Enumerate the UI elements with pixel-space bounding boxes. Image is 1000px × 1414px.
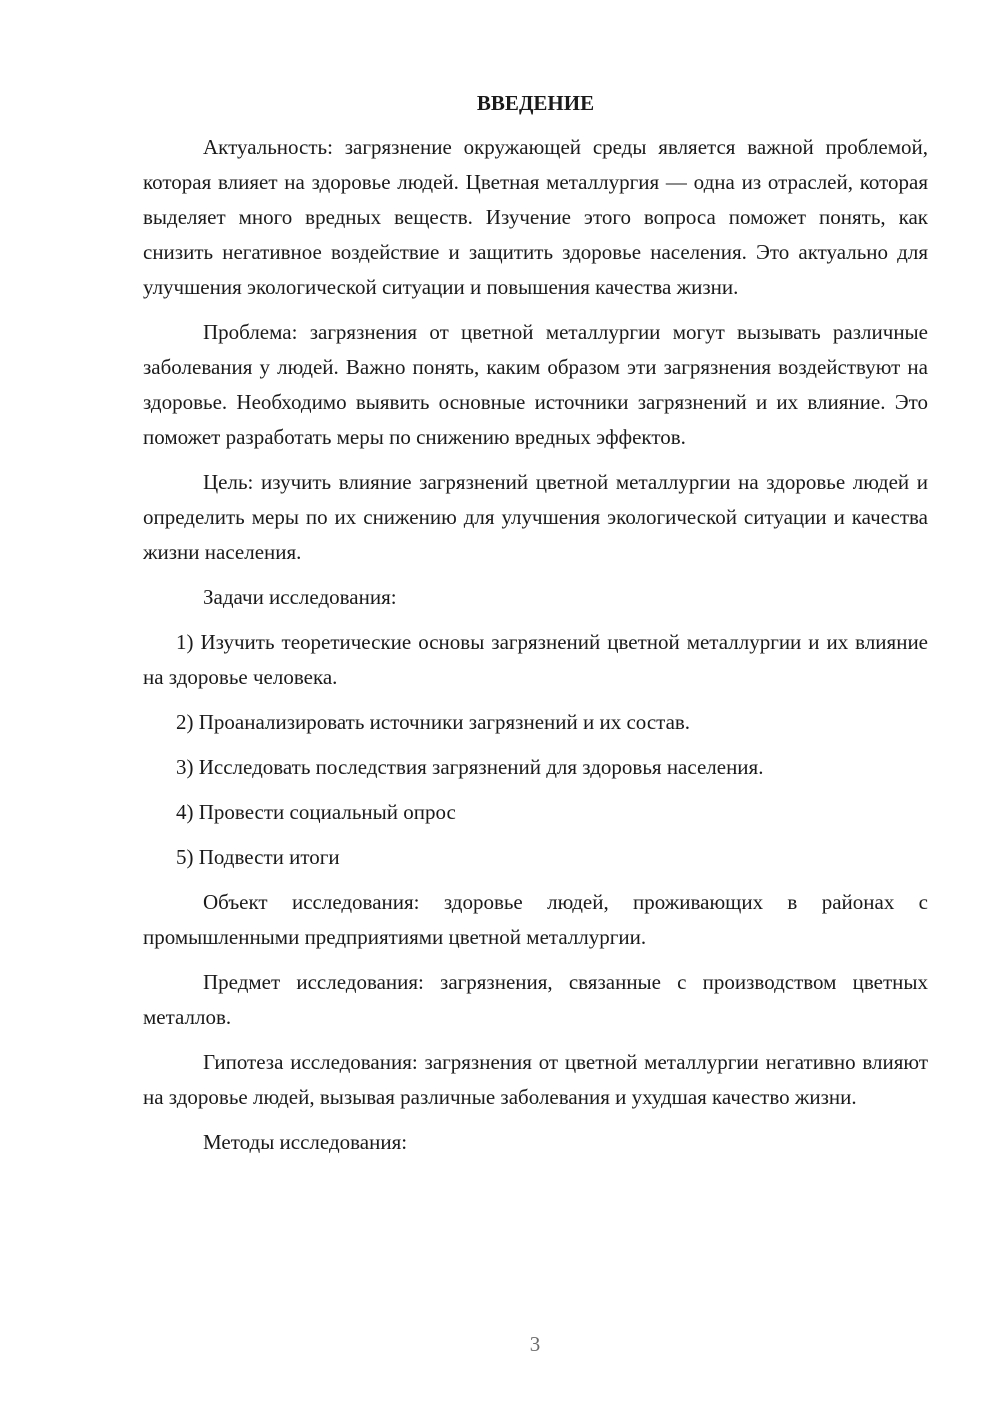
task-item-5: 5) Подвести итоги bbox=[176, 845, 340, 869]
methods-heading: Методы исследования: bbox=[203, 1130, 408, 1154]
task-item-1: 1) Изучить теоретические основы загрязнений цветной металлургии и их влияние на здоровье человека. bbox=[143, 630, 928, 689]
task-item-4: 4) Провести социальный опрос bbox=[176, 800, 456, 824]
relevance-paragraph: Актуальность: загрязнение окружающей среды является важной проблемой, которая влияет на здоровье людей. Цветная металлургия — одна из отраслей, которая выделяет много вредных веществ. Изучение этого вопроса поможет понять, как снизить негативное воздействие и защитить здоровье населения. Это актуально для улучшения экологической ситуации и повышения качества жизни. bbox=[143, 135, 928, 299]
section-title: ВВЕДЕНИЕ bbox=[476, 91, 595, 115]
object-paragraph: Объект исследования: здоровье людей, проживающих в районах с промышленными предприятиями цветной металлургии. bbox=[143, 890, 928, 949]
problem-paragraph: Проблема: загрязнения от цветной металлургии могут вызывать различные заболевания у людей. Важно понять, каким образом эти загрязнения воздействуют на здоровье. Необходимо выявить основные источники загрязнений и их влияние. Это поможет разработать меры по снижению вредных эффектов. bbox=[143, 320, 928, 449]
document-page bbox=[143, 88, 928, 1170]
page-number: 3 bbox=[529, 1332, 541, 1356]
goal-paragraph: Цель: изучить влияние загрязнений цветной металлургии на здоровье людей и определить меры по их снижению для улучшения экологической ситуации и качества жизни населения. bbox=[143, 470, 928, 564]
task-item-2: 2) Проанализировать источники загрязнений и их состав. bbox=[176, 710, 691, 734]
tasks-heading: Задачи исследования: bbox=[203, 585, 397, 609]
subject-paragraph: Предмет исследования: загрязнения, связанные с производством цветных металлов. bbox=[143, 970, 928, 1029]
hypothesis-paragraph: Гипотеза исследования: загрязнения от цветной металлургии негативно влияют на здоровье людей, вызывая различные заболевания и ухудшая качество жизни. bbox=[143, 1050, 928, 1109]
task-item-3: 3) Исследовать последствия загрязнений для здоровья населения. bbox=[176, 755, 764, 779]
